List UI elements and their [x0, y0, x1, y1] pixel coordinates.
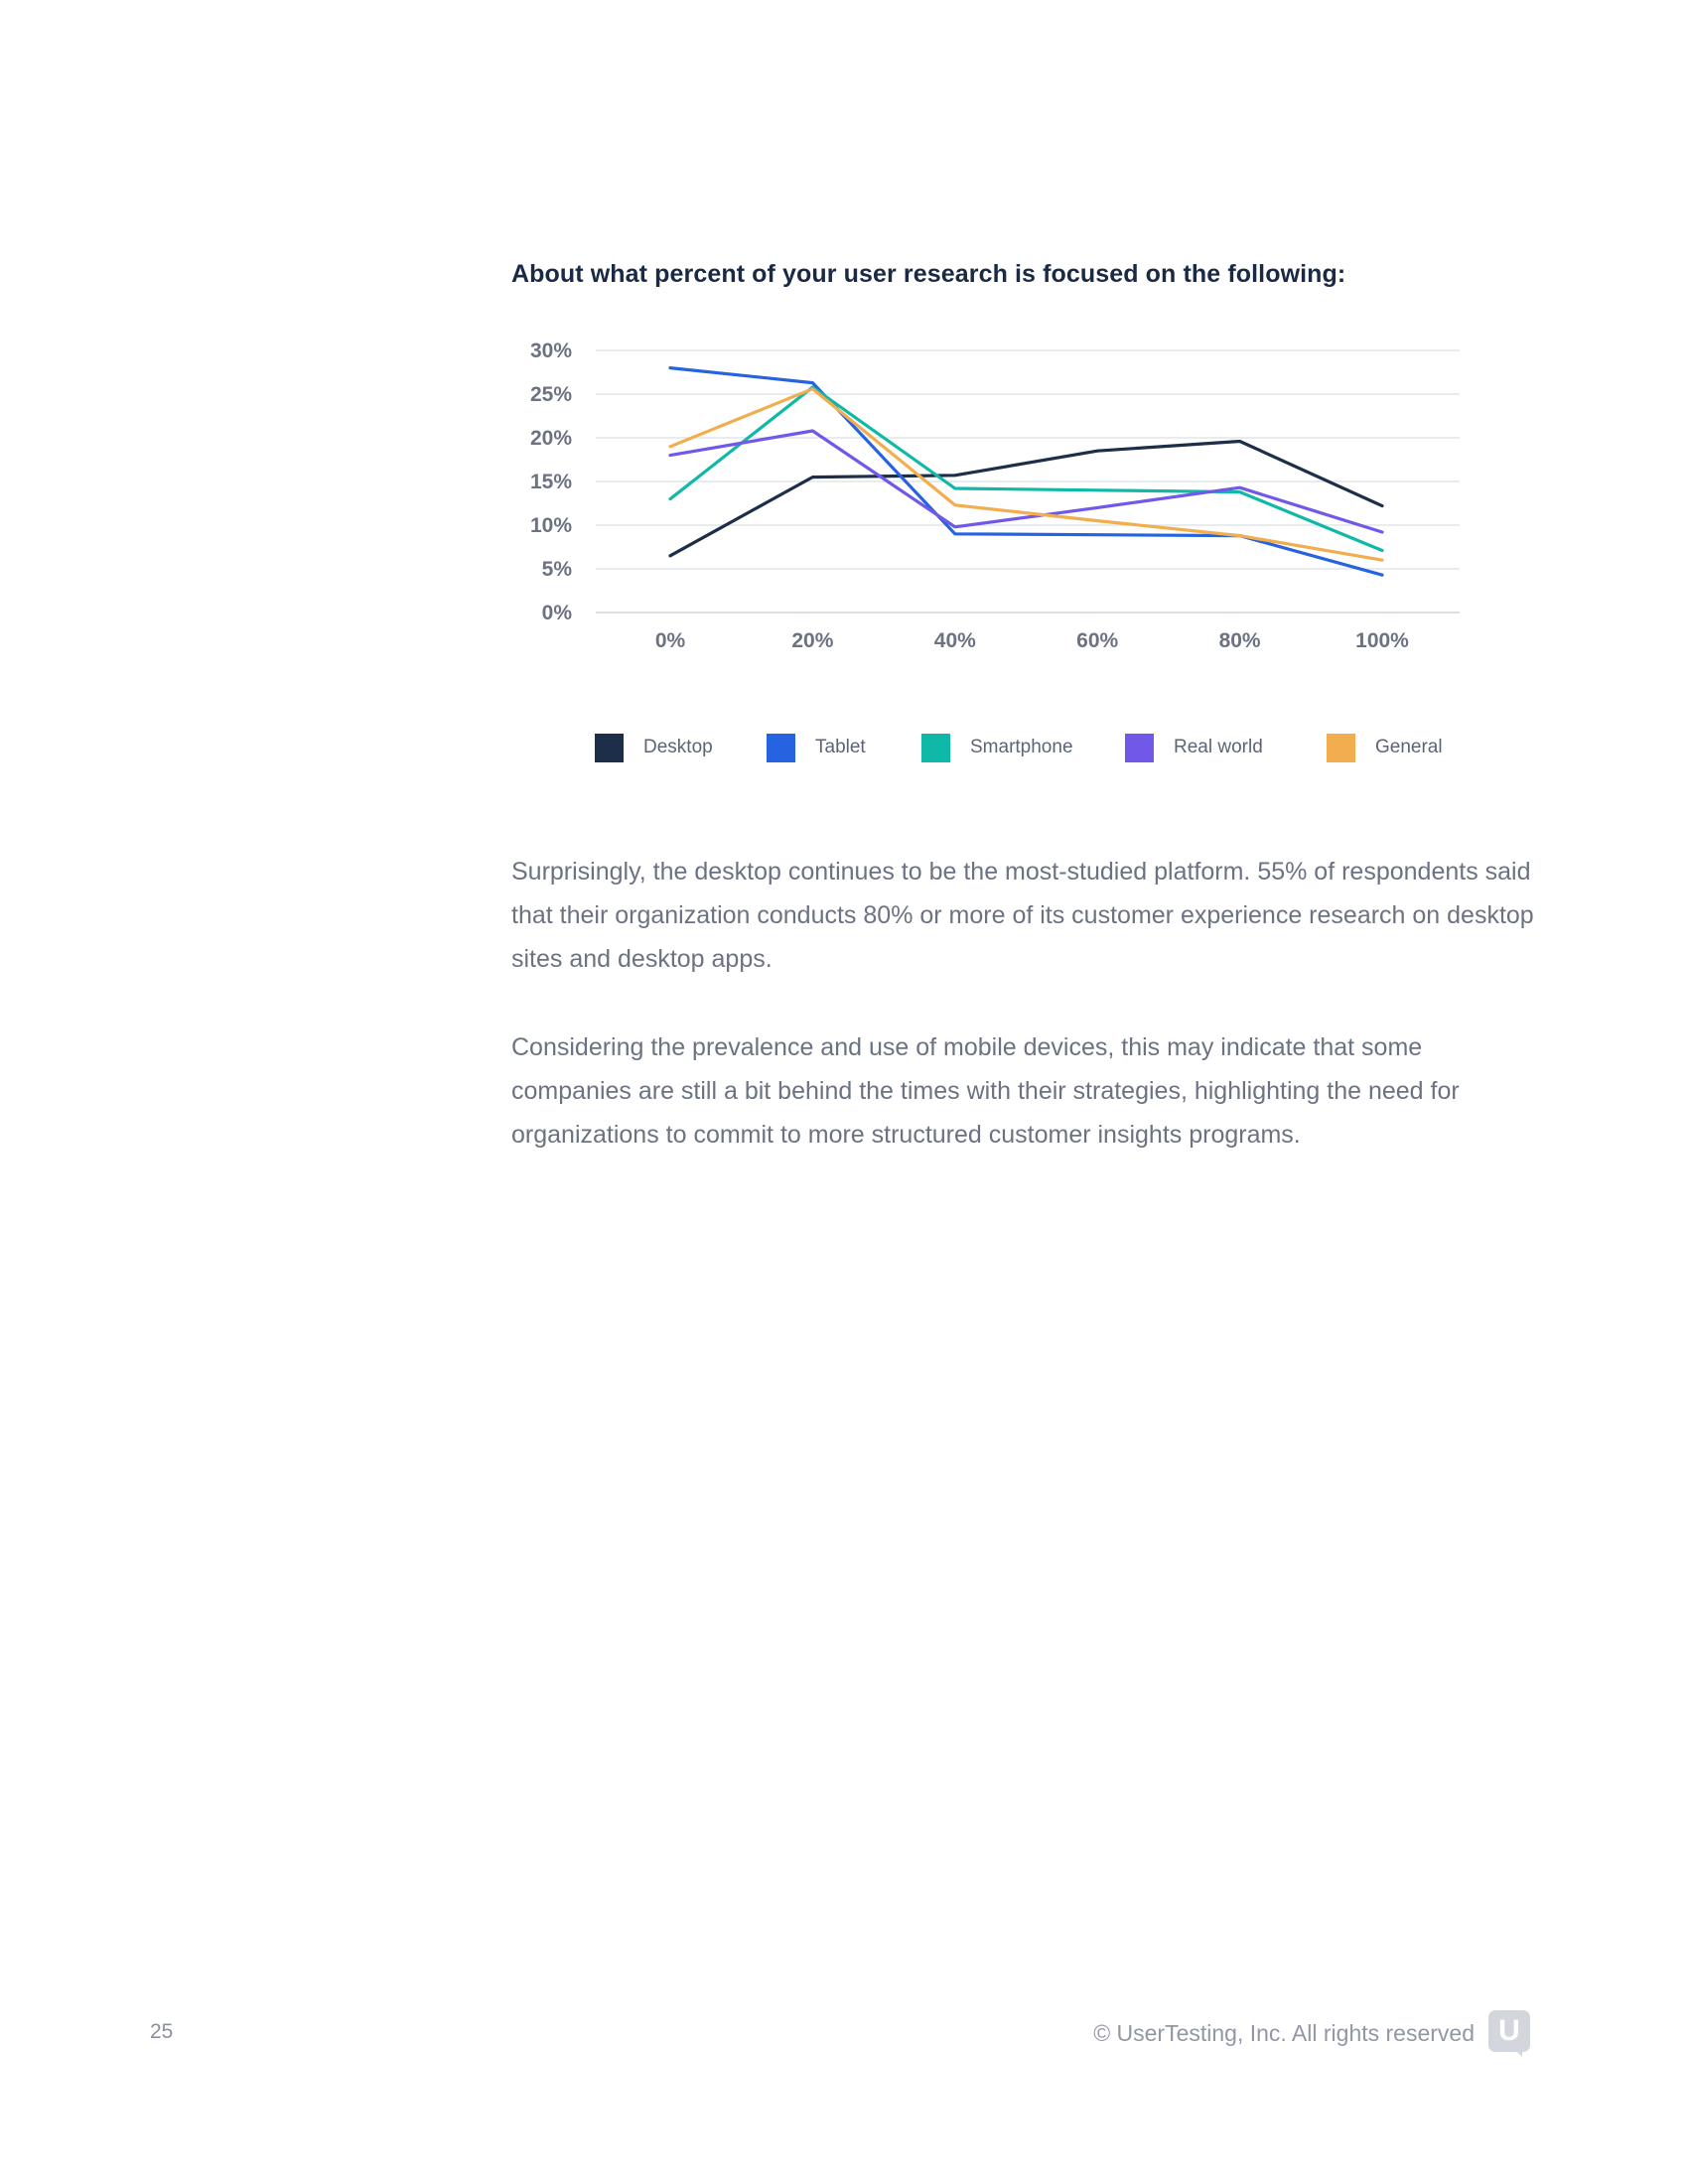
page-number: 25 [150, 2020, 174, 2043]
y-tick-label: 5% [541, 558, 572, 581]
chart-title: About what percent of your user research is focused on the following: [511, 260, 1346, 288]
legend-label: Real world [1174, 737, 1263, 757]
legend-swatch [767, 734, 795, 762]
x-tick-label: 0% [654, 629, 686, 652]
y-tick-label: 15% [529, 471, 572, 493]
legend-item [1327, 731, 1443, 764]
legend-label: Desktop [643, 737, 713, 757]
legend-item [1125, 731, 1263, 764]
legend-label: Smartphone [970, 737, 1073, 757]
body-paragraph-1: Surprisingly, the desktop continues to be the most-studied platform. 55% of respondents said that their organization conducts 80% or more of its customer experience research on desktop sites and desktop apps. [511, 858, 1534, 973]
logo-letter: U [1498, 2014, 1520, 2047]
series-line-tablet [670, 368, 1382, 576]
y-tick-label: 30% [529, 340, 572, 362]
y-tick-label: 25% [529, 383, 572, 406]
legend-item [595, 731, 713, 764]
legend-swatch [595, 734, 624, 762]
x-tick-label: 40% [933, 629, 976, 652]
x-tick-label: 100% [1355, 629, 1409, 652]
legend-swatch [921, 734, 950, 762]
x-tick-label: 60% [1076, 629, 1119, 652]
legend-swatch [1327, 734, 1355, 762]
y-tick-label: 20% [529, 427, 572, 450]
legend-label: General [1375, 737, 1443, 757]
x-tick-label: 20% [791, 629, 834, 652]
logo-tail [1512, 2047, 1522, 2057]
y-tick-label: 0% [541, 602, 572, 624]
legend-label: Tablet [815, 737, 866, 757]
y-tick-label: 10% [529, 514, 572, 537]
chart-legend [0, 731, 1688, 764]
legend-swatch [1125, 734, 1154, 762]
series-line-smartphone [670, 387, 1382, 551]
body-paragraph-2: Considering the prevalence and use of mobile devices, this may indicate that some companies are still a bit behind the times with their strategies, highlighting the need for organizations to commit to more structured customer insights programs. [511, 1033, 1460, 1149]
x-tick-label: 80% [1218, 629, 1261, 652]
usertesting-logo-icon [1488, 2010, 1530, 2052]
line-chart [496, 328, 1479, 665]
copyright-notice: © UserTesting, Inc. All rights reserved [1093, 2020, 1475, 2046]
legend-item [921, 731, 1073, 764]
legend-item [767, 731, 866, 764]
